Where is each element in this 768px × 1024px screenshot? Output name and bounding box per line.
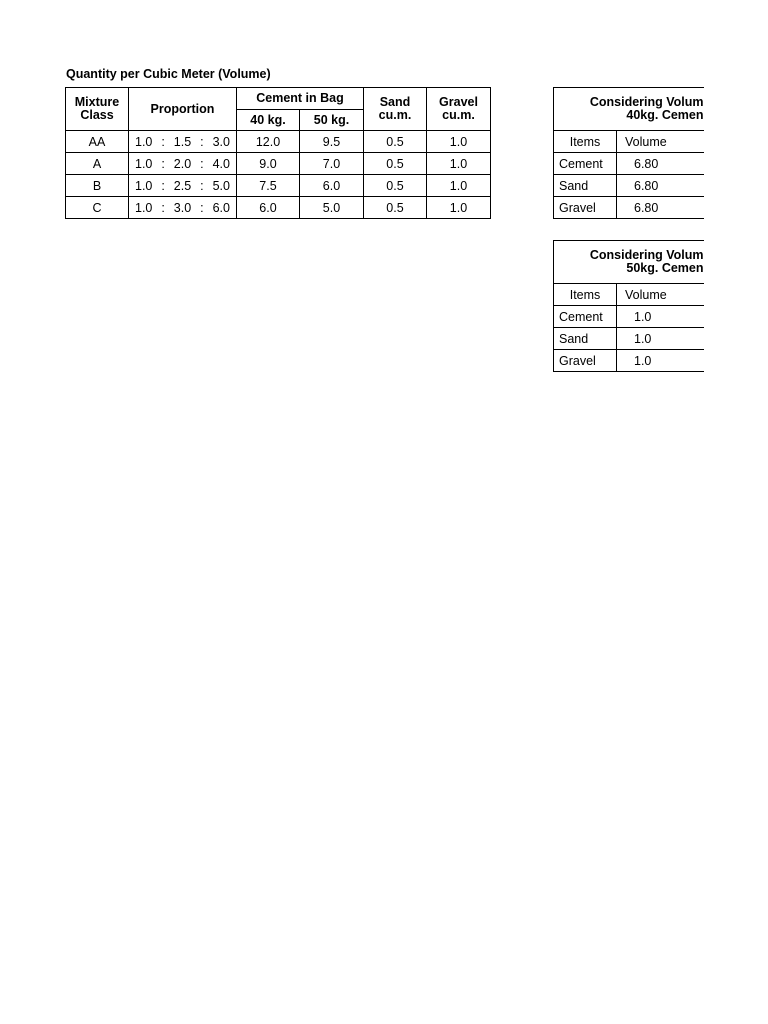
quantity-table <box>65 87 491 219</box>
prop-part: 6.0 <box>212 200 230 215</box>
prop-sep: : <box>200 156 204 171</box>
cell-volume: 1.0 <box>617 328 704 350</box>
prop-sep: : <box>200 200 204 215</box>
side-table-40kg-wrapper <box>553 87 704 219</box>
table-row <box>66 131 491 153</box>
prop-part: 1.0 <box>135 178 153 193</box>
cell-class: A <box>66 153 129 175</box>
cell-gravel: 1.0 <box>427 175 491 197</box>
header-gravel-line1: Gravel <box>439 95 478 109</box>
side-header-volume: Volume <box>617 131 704 153</box>
cell-40kg: 9.0 <box>237 153 300 175</box>
cell-50kg: 7.0 <box>300 153 364 175</box>
cell-proportion <box>129 175 237 197</box>
header-sand <box>364 88 427 131</box>
cell-50kg: 6.0 <box>300 175 364 197</box>
table-row <box>66 197 491 219</box>
cell-item: Sand <box>554 328 617 350</box>
table-row <box>554 328 704 350</box>
prop-sep: : <box>161 200 165 215</box>
prop-part: 1.0 <box>135 156 153 171</box>
prop-part: 1.0 <box>135 200 153 215</box>
header-proportion: Proportion <box>129 88 237 131</box>
table-row <box>66 153 491 175</box>
cell-sand: 0.5 <box>364 131 427 153</box>
side-caption-40kg-line1: Considering Volum <box>589 95 704 109</box>
cell-gravel: 1.0 <box>427 153 491 175</box>
side-caption-40kg <box>554 88 704 131</box>
cell-gravel: 1.0 <box>427 131 491 153</box>
cell-proportion <box>129 131 237 153</box>
header-gravel-line2: cu.m. <box>442 108 475 122</box>
prop-sep: : <box>161 134 165 149</box>
cell-gravel: 1.0 <box>427 197 491 219</box>
side-table-50kg <box>553 240 704 372</box>
prop-part: 5.0 <box>212 178 230 193</box>
cell-volume: 6.80 <box>617 197 704 219</box>
side-caption-50kg <box>554 241 704 284</box>
prop-part: 2.5 <box>173 178 192 193</box>
side-header-volume: Volume <box>617 284 704 306</box>
cell-sand: 0.5 <box>364 175 427 197</box>
side-header-items: Items <box>554 131 617 153</box>
cell-40kg: 7.5 <box>237 175 300 197</box>
prop-part: 4.0 <box>212 156 230 171</box>
cell-50kg: 5.0 <box>300 197 364 219</box>
header-sand-line2: cu.m. <box>378 108 412 122</box>
cell-40kg: 6.0 <box>237 197 300 219</box>
cell-40kg: 12.0 <box>237 131 300 153</box>
cell-item: Gravel <box>554 197 617 219</box>
prop-sep: : <box>161 156 165 171</box>
header-mixture-line1: Mixture <box>74 95 120 109</box>
prop-part: 3.0 <box>173 200 192 215</box>
side-table-50kg-wrapper <box>553 240 704 372</box>
prop-part: 1.5 <box>173 134 192 149</box>
cell-item: Cement <box>554 153 617 175</box>
header-gravel <box>427 88 491 131</box>
header-mixture-line2: Class <box>80 108 114 122</box>
prop-part: 1.0 <box>135 134 153 149</box>
header-cement-in-bag: Cement in Bag <box>237 88 364 110</box>
cell-volume: 1.0 <box>617 350 704 372</box>
side-caption-40kg-line2: 40kg. Cemen <box>626 108 704 122</box>
cell-sand: 0.5 <box>364 197 427 219</box>
cell-item: Cement <box>554 306 617 328</box>
table-row <box>66 175 491 197</box>
side-table-40kg <box>553 87 704 219</box>
cell-proportion <box>129 153 237 175</box>
table-row <box>554 350 704 372</box>
table-row <box>554 175 704 197</box>
prop-part: 3.0 <box>212 134 230 149</box>
side-caption-50kg-line1: Considering Volum <box>589 248 704 262</box>
cell-item: Sand <box>554 175 617 197</box>
cell-class: B <box>66 175 129 197</box>
cell-sand: 0.5 <box>364 153 427 175</box>
side-header-items: Items <box>554 284 617 306</box>
cell-50kg: 9.5 <box>300 131 364 153</box>
prop-sep: : <box>200 178 204 193</box>
side-caption-50kg-line2: 50kg. Cemen <box>626 261 704 275</box>
header-sand-line1: Sand <box>379 95 411 109</box>
cell-item: Gravel <box>554 350 617 372</box>
cell-volume: 1.0 <box>617 306 704 328</box>
cell-class: AA <box>66 131 129 153</box>
cell-proportion <box>129 197 237 219</box>
prop-sep: : <box>200 134 204 149</box>
header-mixture-class <box>66 88 129 131</box>
header-50kg: 50 kg. <box>300 110 364 131</box>
cell-volume: 6.80 <box>617 175 704 197</box>
table-row <box>554 306 704 328</box>
table-row <box>554 153 704 175</box>
table-row <box>554 197 704 219</box>
prop-part: 2.0 <box>173 156 192 171</box>
prop-sep: : <box>161 178 165 193</box>
header-40kg: 40 kg. <box>237 110 300 131</box>
page-title: Quantity per Cubic Meter (Volume) <box>66 67 271 81</box>
cell-class: C <box>66 197 129 219</box>
cell-volume: 6.80 <box>617 153 704 175</box>
